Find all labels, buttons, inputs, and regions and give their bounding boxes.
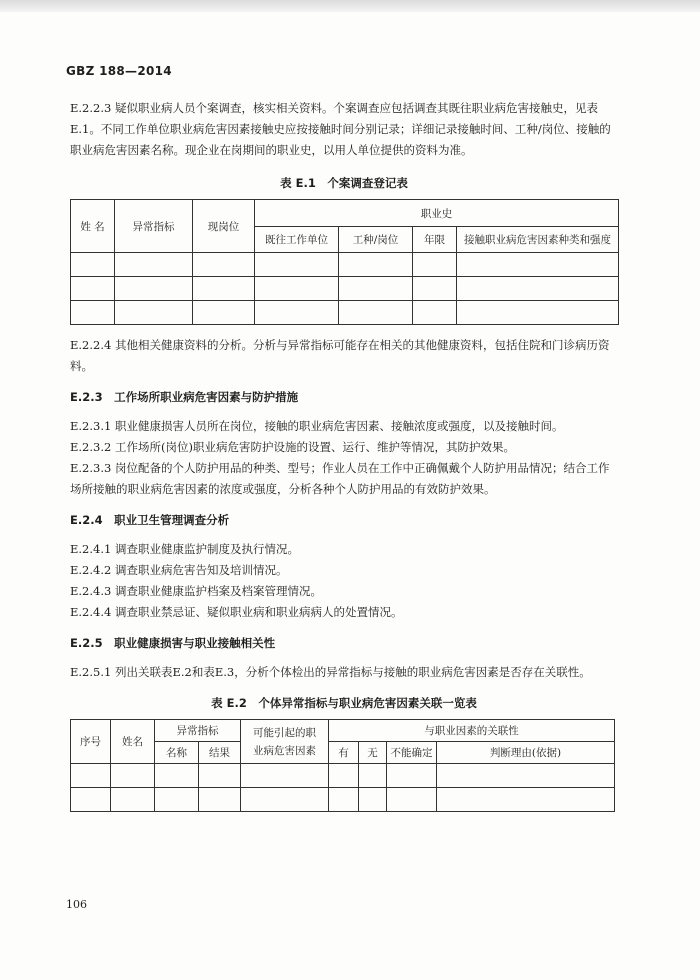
t2-header-hazard-line2: 业病危害因素 bbox=[253, 744, 316, 757]
clause-number: E.2.4.1 bbox=[70, 542, 112, 556]
table-cell bbox=[413, 253, 457, 277]
paragraph-e224 bbox=[70, 335, 618, 377]
table-cell bbox=[329, 764, 359, 788]
table-cell bbox=[339, 253, 413, 277]
table-row bbox=[71, 277, 619, 301]
document-body bbox=[70, 98, 618, 812]
table-row bbox=[71, 253, 619, 277]
table-cell bbox=[199, 764, 241, 788]
clause-text: 调查职业病危害告知及培训情况。 bbox=[114, 563, 288, 577]
table-cell bbox=[241, 788, 329, 812]
clause-number: E.2.4.4 bbox=[70, 605, 112, 619]
section-heading-e23: E.2.3 工作场所职业病危害因素与防护措施 bbox=[70, 390, 299, 404]
paragraph-e223 bbox=[70, 98, 618, 161]
t1-header-history: 职业史 bbox=[255, 200, 619, 227]
table-cell bbox=[387, 764, 437, 788]
table-cell bbox=[115, 277, 193, 301]
table-cell bbox=[255, 301, 339, 325]
table2-caption: 表 E.2 个体异常指标与职业病危害因素关联一览表 bbox=[211, 696, 477, 710]
table-cell bbox=[437, 788, 615, 812]
paragraph-e232 bbox=[70, 437, 618, 458]
clause-text: 岗位配备的个人防护用品的种类、型号；作业人员在工作中正确佩戴个人防护用品情况；结合工作场所接触的职业病危害因素的浓度或强度，分析各种个人防护用品的有效防护效果。 bbox=[70, 461, 610, 496]
table-row bbox=[71, 764, 615, 788]
clause-number: E.2.3.2 bbox=[70, 440, 112, 454]
clause-text: 职业健康损害人员所在岗位，接触的职业病危害因素、接触浓度或强度，以及接触时间。 bbox=[114, 419, 564, 433]
table-cell bbox=[155, 788, 199, 812]
table-cell bbox=[359, 788, 387, 812]
table-cell bbox=[359, 764, 387, 788]
table-cell bbox=[457, 253, 619, 277]
clause-number: E.2.2.4 bbox=[70, 338, 112, 352]
t2-header-reason: 判断理由(依据) bbox=[437, 742, 615, 764]
t1-header-post: 现岗位 bbox=[193, 200, 255, 253]
t2-header-abnormal: 异常指标 bbox=[155, 720, 241, 742]
t2-header-name: 姓名 bbox=[111, 720, 155, 764]
clause-text: 工作场所(岗位)职业病危害防护设施的设置、运行、维护等情况，其防护效果。 bbox=[114, 440, 515, 454]
t2-header-hazard bbox=[241, 720, 329, 764]
table-cell bbox=[111, 764, 155, 788]
paragraph-e233 bbox=[70, 458, 618, 500]
table-cell bbox=[437, 764, 615, 788]
t1-header-abnormal: 异常指标 bbox=[115, 200, 193, 253]
table-cell bbox=[199, 788, 241, 812]
clause-number: E.2.3.1 bbox=[70, 419, 112, 433]
t2-header-item-name: 名称 bbox=[155, 742, 199, 764]
table-cell bbox=[413, 301, 457, 325]
t2-header-no: 无 bbox=[359, 742, 387, 764]
table-cell bbox=[339, 301, 413, 325]
clause-number: E.2.3.3 bbox=[70, 461, 112, 475]
table-cell bbox=[115, 301, 193, 325]
table1-caption: 表 E.1 个案调查登记表 bbox=[280, 176, 408, 190]
table-cell bbox=[71, 764, 111, 788]
table2-abnormal-hazard-association bbox=[70, 719, 615, 812]
clause-text: 调查职业健康监护制度及执行情况。 bbox=[114, 542, 299, 556]
table-cell bbox=[241, 764, 329, 788]
t2-header-uncertain: 不能确定 bbox=[387, 742, 437, 764]
t2-header-seq: 序号 bbox=[71, 720, 111, 764]
t1-header-prev-unit: 既往工作单位 bbox=[255, 227, 339, 253]
clause-number: E.2.2.3 bbox=[70, 101, 112, 115]
clause-text: 其他相关健康资料的分析。分析与异常指标可能存在相关的其他健康资料，包括住院和门诊病历资料。 bbox=[70, 338, 610, 373]
t1-header-hazard: 接触职业病危害因素种类和强度 bbox=[457, 227, 619, 253]
clause-number: E.2.4.3 bbox=[70, 584, 112, 598]
table-cell bbox=[111, 788, 155, 812]
table-row bbox=[71, 788, 615, 812]
t1-header-name: 姓 名 bbox=[71, 200, 115, 253]
t2-header-result: 结果 bbox=[199, 742, 241, 764]
t1-header-years: 年限 bbox=[413, 227, 457, 253]
table-cell bbox=[115, 253, 193, 277]
clause-text: 调查职业健康监护档案及档案管理情况。 bbox=[114, 584, 322, 598]
clause-text: 调查职业禁忌证、疑似职业病和职业病病人的处置情况。 bbox=[114, 605, 403, 619]
table-cell bbox=[255, 277, 339, 301]
table-cell bbox=[193, 277, 255, 301]
t1-header-job: 工种/岗位 bbox=[339, 227, 413, 253]
t2-header-relation: 与职业因素的关联性 bbox=[329, 720, 615, 742]
clause-text: 列出关联表E.2和表E.3，分析个体检出的异常指标与接触的职业病危害因素是否存在关联性。 bbox=[114, 665, 591, 679]
paragraph-e251 bbox=[70, 662, 618, 683]
scan-top-band bbox=[0, 0, 700, 12]
section-heading-e25: E.2.5 职业健康损害与职业接触相关性 bbox=[70, 636, 276, 650]
t2-header-yes: 有 bbox=[329, 742, 359, 764]
table-cell bbox=[457, 277, 619, 301]
page-number: 106 bbox=[66, 898, 87, 911]
t2-header-hazard-line1: 可能引起的职 bbox=[253, 726, 316, 739]
paragraph-e241 bbox=[70, 539, 618, 560]
table-cell bbox=[71, 788, 111, 812]
paragraph-e231 bbox=[70, 416, 618, 437]
section-heading-e24: E.2.4 职业卫生管理调查分析 bbox=[70, 513, 230, 527]
clause-text: 疑似职业病人员个案调查，核实相关资料。个案调查应包括调查其既往职业病危害接触史，见表E.1。不同工作单位职业病危害因素接触史应按接触时间分别记录；详细记录接触时间、工种/岗位、接触的职业病危害因素名称。现企业在岗期间的职业史，以用人单位提供的资料为准。 bbox=[70, 101, 611, 157]
table-cell bbox=[155, 764, 199, 788]
table-cell bbox=[193, 253, 255, 277]
table-cell bbox=[339, 277, 413, 301]
table-cell bbox=[193, 301, 255, 325]
standard-code-header: GBZ 188—2014 bbox=[66, 64, 172, 78]
paragraph-e242 bbox=[70, 560, 618, 581]
clause-number: E.2.4.2 bbox=[70, 563, 112, 577]
table-cell bbox=[255, 253, 339, 277]
table-cell bbox=[457, 301, 619, 325]
table-cell bbox=[71, 277, 115, 301]
table1-case-register bbox=[70, 199, 619, 325]
table-cell bbox=[387, 788, 437, 812]
paragraph-e244 bbox=[70, 602, 618, 623]
paragraph-e243 bbox=[70, 581, 618, 602]
table-cell bbox=[413, 277, 457, 301]
table-row bbox=[71, 301, 619, 325]
table-cell bbox=[71, 301, 115, 325]
table-cell bbox=[329, 788, 359, 812]
table-cell bbox=[71, 253, 115, 277]
clause-number: E.2.5.1 bbox=[70, 665, 112, 679]
